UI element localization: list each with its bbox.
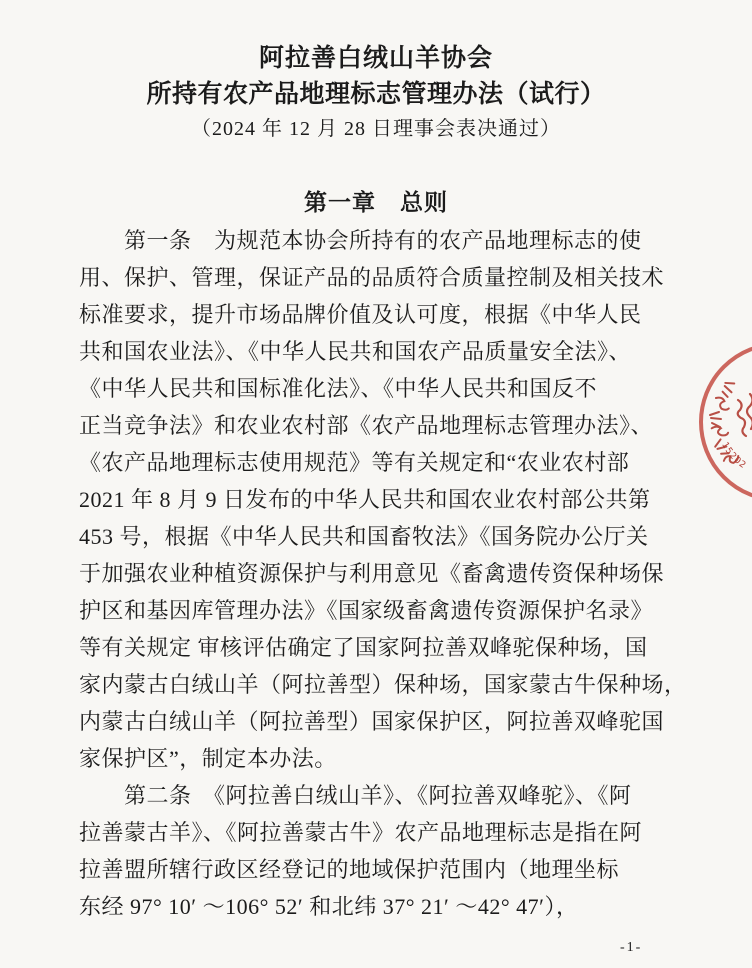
body-line: 第一条 为规范本协会所持有的农产品地理标志的使 <box>79 228 642 253</box>
body-line: 《农产品地理标志使用规范》等有关规定和“农业农村部 <box>79 450 630 475</box>
body-line: 2021 年 8 月 9 日发布的中华人民共和国农业农村部公共第 <box>79 487 651 512</box>
body-line: 等有关规定 审核评估确定了国家阿拉善双峰驼保种场，国 <box>79 635 648 660</box>
seal-ring <box>701 344 752 500</box>
document-title-line2: 所持有农产品地理标志管理办法（试行） <box>146 80 606 108</box>
body-line: 用、保护、管理，保证产品的品质符合质量控制及相关技术 <box>79 265 665 290</box>
body-line: 护区和基因库管理办法》《国家级畜禽遗传资源保护名录》 <box>79 598 654 623</box>
body-line: 拉善蒙古羊》、《阿拉善蒙古牛》农产品地理标志是指在阿 <box>79 820 643 845</box>
body-line: 家内蒙古白绒山羊（阿拉善型）保种场，国家蒙古牛保种场， <box>79 672 687 697</box>
body-line: 内蒙古白绒山羊（阿拉善型）国家保护区，阿拉善双峰驼国 <box>79 709 665 734</box>
seal-script-marks <box>710 379 752 467</box>
body-line: 东经 97° 10′ ～106° 52′ 和北纬 37° 21′ ～42° 47′）， <box>79 894 579 919</box>
body-line: 正当竞争法》和农业农村部《农产品地理标志管理办法》、 <box>79 413 654 438</box>
body-line: 《中华人民共和国标准化法》、《中华人民共和国反不 <box>79 376 598 401</box>
body-line: 家保护区”，制定本办法。 <box>79 746 337 771</box>
page-number: -1- <box>620 940 643 955</box>
body-line: 第二条 《阿拉善白绒山羊》、《阿拉善双峰驼》、《阿 <box>79 783 632 808</box>
document-title-line1: 阿拉善白绒山羊协会 <box>258 44 493 72</box>
body-line: 453 号，根据《中华人民共和国畜牧法》《国务院办公厅关 <box>79 524 649 549</box>
body-line: 共和国农业法》、《中华人民共和国农产品质量安全法》、 <box>79 339 632 364</box>
chapter-heading: 第一章 总则 <box>304 190 448 215</box>
body-line: 于加强农业种植资源保护与利用意见《畜禽遗传资保种场保 <box>79 561 665 586</box>
seal-number: 15202 <box>719 440 749 472</box>
adoption-date-line: （2024 年 12 月 28 日理事会表决通过） <box>191 118 561 140</box>
body-line: 标准要求，提升市场品牌价值及认可度，根据《中华人民 <box>79 302 642 327</box>
document-body <box>79 222 687 925</box>
body-line: 拉善盟所辖行政区经登记的地域保护范围内（地理坐标 <box>79 857 620 882</box>
